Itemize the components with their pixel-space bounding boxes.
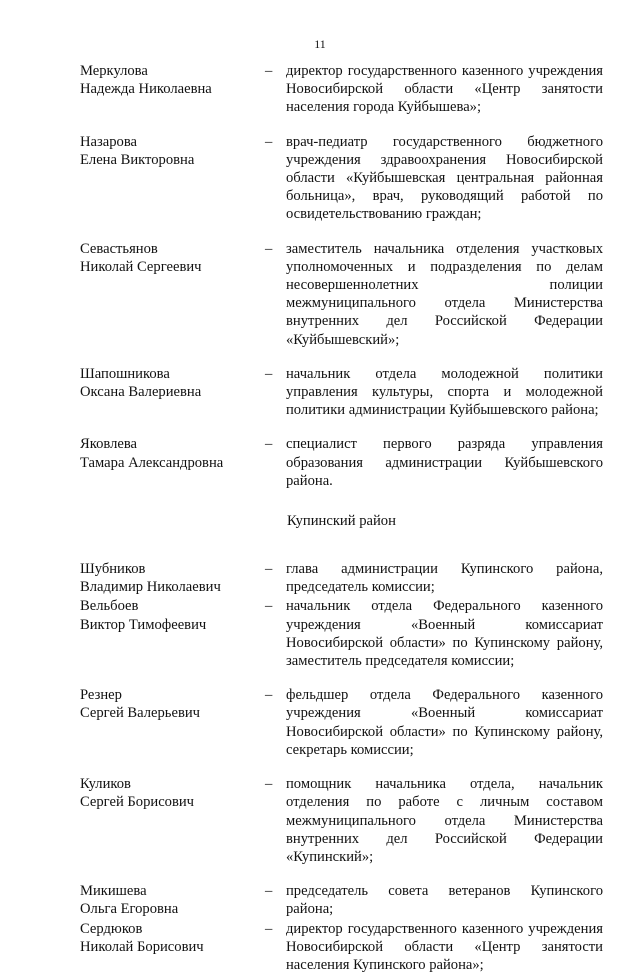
member-given-names: Елена Викторовна [80, 151, 195, 168]
member-entry [0, 597, 640, 670]
member-surname: Назарова [80, 133, 138, 150]
dash-separator: – [265, 133, 273, 150]
member-given-names: Николай Сергеевич [80, 258, 202, 275]
dash-separator: – [265, 561, 273, 578]
member-role: глава администрации Купинского района, председатель комиссии; [286, 561, 603, 596]
member-entry [0, 133, 640, 224]
member-entry [0, 775, 640, 866]
page-number: 11 [314, 37, 326, 51]
member-surname: Шубников [80, 561, 146, 578]
dash-separator: – [265, 598, 273, 615]
member-name [80, 597, 255, 633]
dash-separator: – [265, 883, 273, 900]
dash-separator: – [265, 240, 273, 257]
member-role: фельдшер отдела Федерального казенного учреждения «Военный комиссариат Новосибирской области» по Купинскому району, секретарь комиссии; [286, 687, 603, 758]
dash-separator: – [265, 920, 273, 937]
member-entry [0, 920, 640, 974]
member-entry [0, 686, 640, 759]
member-name [80, 920, 255, 956]
member-name [80, 560, 255, 596]
member-role: врач-педиатр государственного бюджетного учреждения здравоохранения Новосибирской области «Куйбышевская центральная районная больница», врач, руководящий работой по освидетельствованию граждан; [286, 133, 603, 223]
member-entry [0, 560, 640, 596]
district-heading: Купинский район [287, 513, 396, 530]
member-name [80, 882, 255, 918]
member-entry [0, 62, 640, 117]
member-surname: Яковлева [80, 436, 138, 453]
member-given-names: Николай Борисович [80, 938, 204, 955]
member-role: директор государственного казенного учреждения Новосибирской области «Центр занятости населения Купинского района»; [286, 920, 603, 973]
member-surname: Куликов [80, 776, 131, 793]
member-name [80, 240, 255, 276]
member-role: начальник отдела Федерального казенного учреждения «Военный комиссариат Новосибирской области» по Купинскому району, заместитель председателя комиссии; [286, 598, 603, 670]
member-role: специалист первого разряда управления образования администрации Куйбышевского района. [286, 436, 603, 489]
member-given-names: Виктор Тимофеевич [80, 616, 207, 633]
member-name [80, 775, 255, 811]
member-role: заместитель начальника отделения участковых уполномоченных и подразделения по делам несовершеннолетних полиции межмуниципального отдела Министерства внутренних дел Российской Федерации «Куйбышевский»; [286, 240, 603, 348]
member-surname: Сердюков [80, 920, 143, 937]
dash-separator: – [265, 63, 273, 79]
commission-list [0, 62, 640, 974]
member-name [80, 686, 255, 722]
member-role: председатель совета ветеранов Купинского района; [286, 883, 603, 918]
member-given-names: Оксана Валериевна [80, 384, 202, 401]
member-surname: Меркулова [80, 63, 148, 79]
member-name [80, 365, 255, 401]
member-given-names: Ольга Егоровна [80, 901, 179, 918]
member-surname: Шапошникова [80, 365, 170, 382]
dash-separator: – [265, 365, 273, 382]
member-given-names: Надежда Николаевна [80, 81, 212, 98]
member-surname: Резнер [80, 687, 122, 704]
dash-separator: – [265, 776, 273, 793]
member-given-names: Владимир Николаевич [80, 579, 221, 596]
member-role: начальник отдела молодежной политики управления культуры, спорта и молодежной политики администрации Куйбышевского района; [286, 365, 603, 419]
member-surname: Севастьянов [80, 240, 158, 257]
member-role: помощник начальника отдела, начальник отделения по работе с личным составом межмуниципального отдела Министерства внутренних дел Российской Федерации «Купинский»; [286, 776, 603, 865]
member-entry [0, 240, 640, 349]
dash-separator: – [265, 436, 273, 453]
member-surname: Вельбоев [80, 598, 139, 615]
dash-separator: – [265, 687, 273, 704]
member-given-names: Сергей Валерьевич [80, 705, 200, 722]
member-given-names: Тамара Александровна [80, 454, 224, 471]
member-name [80, 133, 255, 169]
member-surname: Микишева [80, 883, 147, 900]
member-entry [0, 882, 640, 918]
member-entry [0, 435, 640, 490]
member-name [80, 435, 255, 471]
member-name [80, 62, 255, 98]
member-role: директор государственного казенного учреждения Новосибирской области «Центр занятости населения города Куйбышева»; [286, 63, 603, 116]
member-entry [0, 365, 640, 420]
member-given-names: Сергей Борисович [80, 794, 195, 811]
